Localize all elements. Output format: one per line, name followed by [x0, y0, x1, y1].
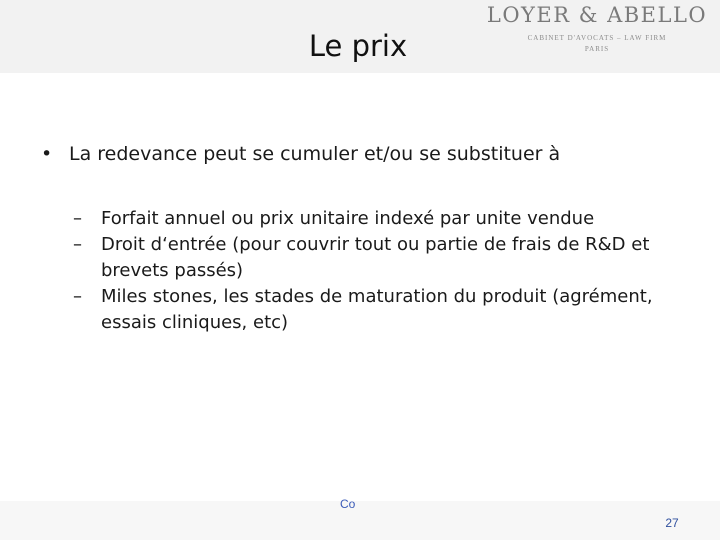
logo-name: LOYER & ABELLO: [486, 3, 708, 27]
main-bullet-text: La redevance peut se cumuler et/ou se substituer à: [69, 143, 561, 165]
sub-bullet-item: [73, 284, 703, 336]
sub-bullet-text: Forfait annuel ou prix unitaire indexé par unite vendue: [101, 208, 595, 229]
sub-bullet-text: Droit d‘entrée (pour couvrir tout ou partie de frais de R&D et brevets passés): [101, 234, 650, 281]
slide-title: Le prix: [308, 29, 408, 63]
bullet-icon: •: [41, 143, 53, 165]
page-number: 27: [665, 516, 679, 530]
sub-bullet-item: [73, 232, 703, 284]
sub-bullet-text: Miles stones, les stades de maturation du produit (agrément, essais cliniques, etc): [101, 286, 653, 333]
footer-band: [0, 501, 720, 540]
dash-icon: –: [73, 208, 82, 229]
sub-bullet-item: [73, 206, 703, 232]
footer-note: Co: [340, 497, 356, 511]
dash-icon: –: [73, 234, 82, 255]
logo-city: PARIS: [584, 45, 610, 53]
sub-bullet-list: [73, 206, 703, 336]
logo-subtitle: CABINET D'AVOCATS – LAW FIRM: [527, 34, 667, 42]
dash-icon: –: [73, 286, 82, 307]
